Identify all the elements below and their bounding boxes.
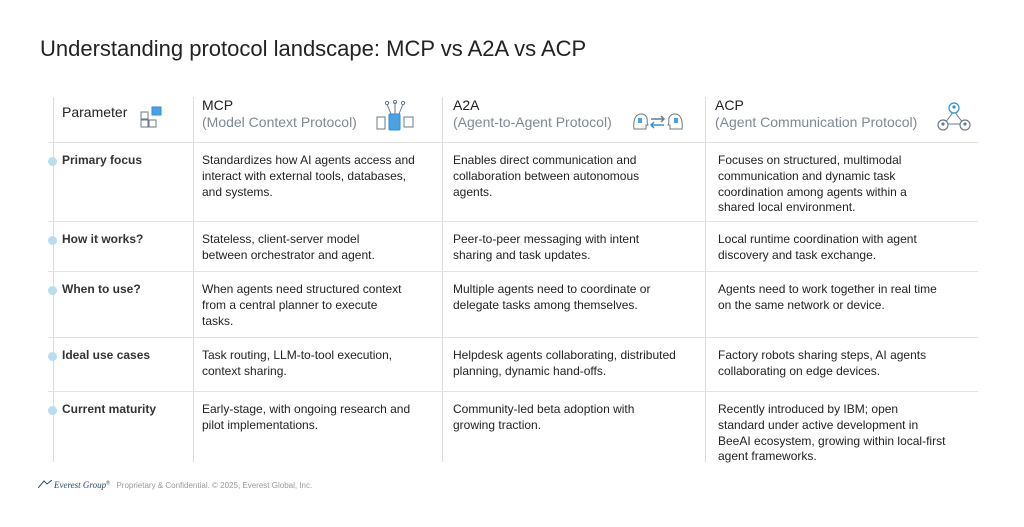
a2a-cell: Community-led beta adoption with growing traction. — [453, 402, 635, 432]
parameter-label: Parameter — [62, 104, 128, 120]
a2a-subtitle: (Agent-to-Agent Protocol) — [453, 114, 612, 130]
mcp-cell: Task routing, LLM-to-tool execution, context sharing. — [202, 348, 393, 378]
row-bullet-icon — [48, 406, 57, 415]
acp-cell: Factory robots sharing steps, AI agents collaborating on edge devices. — [718, 348, 927, 378]
row-label: Primary focus — [62, 153, 143, 167]
mcp-cell: Standardizes how AI agents access and interact with external tools, databases, and systems. — [202, 153, 415, 199]
mcp-cell: When agents need structured context from a central planner to execute tasks. — [202, 282, 402, 328]
table-row — [48, 221, 978, 272]
header-a2a — [453, 97, 698, 142]
table-row — [48, 337, 978, 392]
table-row — [48, 391, 978, 463]
footer — [38, 480, 312, 490]
confidential-notice: Proprietary & Confidential. © 2025, Everest Global, Inc. — [116, 481, 313, 490]
header-mcp — [202, 97, 437, 142]
acp-title: ACP — [715, 97, 744, 113]
a2a-cell: Enables direct communication and collaboration between autonomous agents. — [453, 153, 640, 199]
agent-exchange-icon — [631, 111, 685, 138]
acp-cell: Agents need to work together in real time on the same network or device. — [718, 282, 937, 312]
a2a-title: A2A — [453, 97, 480, 113]
table-row — [48, 142, 978, 222]
row-label: Current maturity — [62, 402, 157, 416]
row-bullet-icon — [48, 236, 57, 245]
registered-mark: ® — [106, 480, 110, 487]
a2a-cell: Helpdesk agents collaborating, distributed planning, dynamic hand-offs. — [453, 348, 676, 378]
header-parameter — [48, 97, 193, 142]
row-label: Ideal use cases — [62, 348, 151, 362]
mcp-cell: Early-stage, with ongoing research and pilot implementations. — [202, 402, 411, 432]
everest-logo-icon — [38, 480, 52, 490]
acp-subtitle: (Agent Communication Protocol) — [715, 114, 918, 130]
agent-network-icon — [937, 102, 971, 137]
mcp-subtitle: (Model Context Protocol) — [202, 114, 357, 130]
brand-name: Everest Group — [54, 480, 107, 490]
acp-cell: Focuses on structured, multimodal communication and dynamic task coordination among agents within a shared local environment. — [718, 153, 907, 215]
mcp-title: MCP — [202, 97, 234, 113]
a2a-cell: Multiple agents need to coordinate or delegate tasks among themselves. — [453, 282, 651, 312]
row-label: When to use? — [62, 282, 141, 296]
a2a-cell: Peer-to-peer messaging with intent sharing and task updates. — [453, 232, 640, 262]
acp-cell: Local runtime coordination with agent discovery and task exchange. — [718, 232, 917, 262]
row-label: How it works? — [62, 232, 144, 246]
page-title: Understanding protocol landscape: MCP vs A2A vs ACP — [40, 36, 587, 61]
row-bullet-icon — [48, 157, 57, 166]
row-bullet-icon — [48, 352, 57, 361]
parameter-grid-icon — [140, 106, 162, 133]
row-bullet-icon — [48, 286, 57, 295]
acp-cell: Recently introduced by IBM; open standard under active development in BeeAI ecosystem, growing within local-first agent frameworks. — [718, 402, 946, 464]
mcp-cell: Stateless, client-server model between orchestrator and agent. — [202, 232, 375, 262]
table-row — [48, 271, 978, 338]
header-acp — [715, 97, 978, 142]
mcp-connector-icon — [375, 100, 415, 137]
